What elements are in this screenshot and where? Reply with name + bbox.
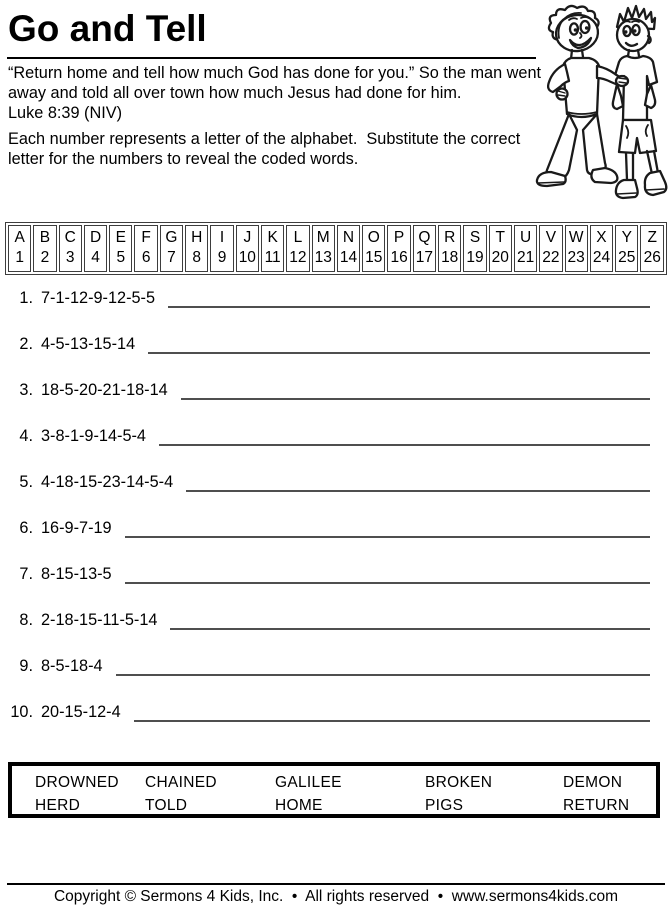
boy2-pupil	[624, 30, 627, 33]
alphabet-cell: Z 26	[640, 225, 664, 272]
puzzle-code: 8-5-18-4	[41, 657, 103, 675]
puzzle-row	[0, 703, 672, 749]
boy1-shoe-sole	[538, 182, 564, 183]
alphabet-cell: S 19	[463, 225, 486, 272]
alphabet-cell: H 8	[185, 225, 208, 272]
word-bank-box	[8, 762, 660, 818]
alphabet-cell: P 16	[387, 225, 410, 272]
page-title: Go and Tell	[8, 8, 207, 49]
alphabet-cell: E 5	[109, 225, 132, 272]
answer-line[interactable]	[116, 657, 650, 676]
word-bank-word: CHAINED	[145, 774, 217, 791]
puzzle-number: 3.	[19, 381, 33, 399]
answer-line[interactable]	[168, 289, 650, 308]
puzzle-number: 8.	[19, 611, 33, 629]
alphabet-cell: Q 17	[413, 225, 436, 272]
puzzle-row	[0, 473, 672, 519]
boy1-shoe	[591, 168, 617, 183]
puzzle-code: 2-18-15-11-5-14	[41, 611, 158, 629]
two-boys-illustration	[531, 2, 672, 215]
alphabet-cell: D 4	[84, 225, 107, 272]
alphabet-cell: I 9	[210, 225, 233, 272]
answer-line[interactable]	[186, 473, 650, 492]
answer-line[interactable]	[159, 427, 650, 446]
answer-line[interactable]	[134, 703, 650, 722]
alphabet-cell: F 6	[134, 225, 157, 272]
scripture-quote-text: “Return home and tell how much God has done for you.” So the man went away and told all over town how much Jesus had done for him.	[8, 64, 542, 102]
puzzle-row	[0, 335, 672, 381]
puzzle-row	[0, 657, 672, 703]
boy2-sneaker-sole	[617, 193, 636, 194]
word-bank-word: PIGS	[425, 797, 464, 814]
alphabet-key-table	[5, 222, 667, 275]
boy1-fist	[557, 89, 568, 100]
alphabet-cell: R 18	[438, 225, 461, 272]
scripture-reference: Luke 8:39 (NIV)	[8, 104, 123, 122]
puzzle-number: 4.	[19, 427, 33, 445]
boy1-pant-leg	[583, 114, 606, 174]
puzzle-code: 8-15-13-5	[41, 565, 112, 583]
puzzle-number: 2.	[19, 335, 33, 353]
title-divider	[7, 57, 536, 59]
alphabet-cell: C 3	[59, 225, 82, 272]
boy2-arm	[613, 84, 623, 109]
puzzle-row	[0, 519, 672, 565]
boy1-hand	[616, 76, 628, 86]
boy2-sneaker	[616, 180, 638, 198]
puzzle-code: 18-5-20-21-18-14	[41, 381, 168, 399]
alphabet-cell: L 12	[286, 225, 309, 272]
alphabet-cell: O 15	[362, 225, 385, 272]
puzzle-number: 9.	[19, 657, 33, 675]
alphabet-cell: N 14	[337, 225, 360, 272]
puzzle-row	[0, 289, 672, 335]
puzzle-code: 7-1-12-9-12-5-5	[41, 289, 156, 307]
word-bank-word: HOME	[275, 797, 323, 814]
boy1-pant-leg	[547, 114, 578, 178]
alphabet-cell: V 22	[539, 225, 562, 272]
alphabet-cell: U 21	[514, 225, 537, 272]
boy2-sneaker	[645, 171, 666, 195]
alphabet-cell: W 23	[565, 225, 588, 272]
puzzle-row	[0, 565, 672, 611]
alphabet-cell: X 24	[590, 225, 613, 272]
puzzle-code: 3-8-1-9-14-5-4	[41, 427, 146, 445]
word-bank-word: TOLD	[145, 797, 188, 814]
word-bank-word: BROKEN	[425, 774, 493, 791]
boy1-shoe	[537, 172, 566, 186]
footer-divider	[7, 883, 665, 885]
word-bank-word: GALILEE	[275, 774, 342, 791]
boy2-sneaker-sole	[646, 189, 664, 190]
puzzle-code: 20-15-12-4	[41, 703, 121, 721]
word-bank-word: DEMON	[563, 774, 623, 791]
alphabet-cell: T 20	[489, 225, 512, 272]
puzzle-number: 6.	[19, 519, 33, 537]
copyright-footer: Copyright © Sermons 4 Kids, Inc. • All rights reserved • www.sermons4kids.com	[53, 888, 619, 905]
word-bank-word: HERD	[35, 797, 81, 814]
puzzle-instructions: Each number represents a letter of the alphabet. Substitute the correct letter for the numbers to reveal the coded words.	[8, 130, 521, 168]
puzzle-number: 1.	[19, 289, 33, 307]
puzzle-code: 4-5-13-15-14	[41, 335, 136, 353]
answer-line[interactable]	[181, 381, 650, 400]
alphabet-cell: G 7	[160, 225, 183, 272]
puzzle-code: 16-9-7-19	[41, 519, 112, 537]
boy2-pupil	[633, 29, 636, 32]
boy1-shirt	[563, 58, 599, 117]
boy1-pupil	[585, 26, 589, 30]
puzzle-row	[0, 611, 672, 657]
puzzle-row	[0, 427, 672, 473]
alphabet-cell: K 11	[261, 225, 284, 272]
word-bank-word: DROWNED	[35, 774, 119, 791]
puzzle-list	[0, 289, 672, 749]
alphabet-cell: M 13	[312, 225, 335, 272]
alphabet-cell: Y 25	[615, 225, 638, 272]
alphabet-cell: A 1	[8, 225, 31, 272]
alphabet-cell: J 10	[236, 225, 259, 272]
scripture-quote	[8, 63, 542, 123]
word-bank-word: RETURN	[563, 797, 630, 814]
alphabet-cell: B 2	[33, 225, 56, 272]
puzzle-code: 4-18-15-23-14-5-4	[41, 473, 174, 491]
boy1-pupil	[574, 28, 578, 32]
answer-line[interactable]	[148, 335, 650, 354]
puzzle-row	[0, 381, 672, 427]
puzzle-number: 5.	[19, 473, 33, 491]
answer-line[interactable]	[125, 565, 650, 584]
answer-line[interactable]	[125, 519, 650, 538]
puzzle-number: 10.	[10, 703, 33, 721]
puzzle-number: 7.	[19, 565, 33, 583]
boy2-shorts	[619, 120, 656, 153]
answer-line[interactable]	[170, 611, 650, 630]
